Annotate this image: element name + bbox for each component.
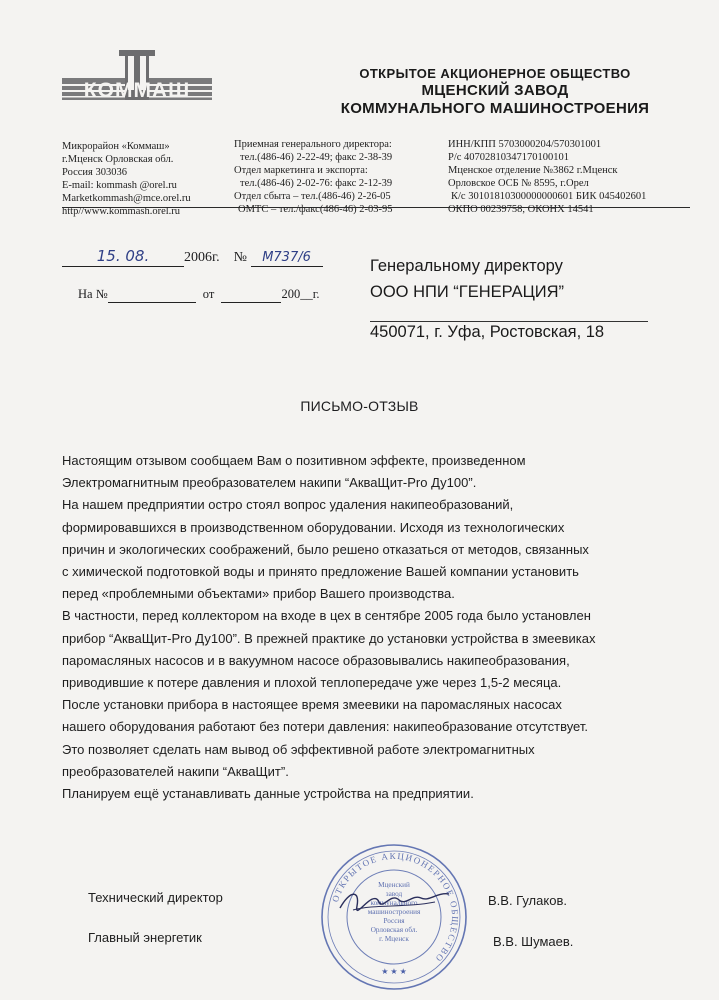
body-line: причин и экологических соображений, было решено отказаться от методов, связанных: [62, 541, 589, 557]
svg-text:завод: завод: [385, 890, 403, 898]
addressee-company: ООО НПИ “ГЕНЕРАЦИЯ”: [370, 283, 565, 301]
contact-phones-column: [234, 138, 392, 216]
phone-line: Отдел сбыта – тел.(486-46) 2-26-05: [234, 191, 391, 202]
signatory-name-energy: В.В. Шумаев.: [493, 934, 574, 949]
kommash-logo: [62, 48, 212, 110]
phone-line: тел.(486-46) 2-02-76: факс 2-12-39: [240, 178, 393, 189]
letter-body: [62, 450, 702, 805]
bank-line: К/с 30101810300000000601 БИК 045402601: [451, 191, 647, 202]
ref-from-label: от: [202, 287, 215, 301]
phone-line: тел.(486-46) 2-22-49; факс 2-38-39: [240, 152, 393, 163]
svg-text:г. Мценск: г. Мценск: [379, 935, 409, 943]
ref-number-label: На №: [78, 287, 108, 301]
address-line: г.Мценск Орловская обл.: [62, 154, 174, 165]
addressee-address: 450071, г. Уфа, Ростовская, 18: [370, 323, 605, 341]
body-line: с химической подготовкой воды и принято предложение Вашей компании установить: [62, 564, 579, 580]
body-line: преобразователей накипи “АкваЩит”.: [62, 763, 289, 779]
year-label: 2006г.: [184, 250, 220, 265]
svg-text:машиностроения: машиностроения: [367, 908, 421, 916]
body-line: В частности, перед коллектором на входе в цех в сентябре 2005 года было установлен: [62, 608, 591, 624]
handwritten-number: М737/6: [262, 250, 311, 265]
address-line: Микрорайон «Коммаш»: [62, 141, 170, 152]
bank-line: ОКПО 00239758, ОКОНХ 14541: [448, 204, 594, 215]
svg-text:Орловская обл.: Орловская обл.: [370, 926, 418, 934]
body-line: паромасляных насосов и в вакуумном насосе образовывались накипеобразования,: [62, 652, 570, 668]
body-line: После установки прибора в настоящее время змеевики на паромасляных насосах: [62, 697, 562, 713]
body-line: нашего оборудования работают без потери давления: накипеобразование отсутствует.: [62, 719, 588, 735]
phone-line: ОМТС – тел./факс(486-46) 2-03-95: [238, 204, 393, 215]
body-line: приводившие к потере давления и плохой теплопередаче уже через 1,5-2 месяца.: [62, 675, 562, 691]
addressee-rule: [370, 321, 648, 322]
phone-line: Приемная генерального директора:: [234, 139, 392, 150]
handwritten-signature: [335, 880, 455, 920]
phone-line: Отдел маркетинга и экспорта:: [234, 165, 368, 176]
svg-text:КОММАШ: КОММАШ: [83, 79, 191, 102]
company-line3: КОММУНАЛЬНОГО МАШИНОСТРОЕНИЯ: [340, 100, 650, 117]
body-line: перед «проблемными объектами» прибор Вашего производства.: [62, 586, 455, 602]
reference-line: [78, 287, 320, 303]
email-line: Marketkommash@mce.orel.ru: [62, 193, 191, 204]
ref-year-label: 200__г.: [281, 287, 320, 301]
body-line: Настоящим отзывом сообщаем Вам о позитивном эффекте, произведенном: [62, 453, 526, 468]
body-line: Планируем ещё устанавливать данные устройства на предприятии.: [62, 786, 474, 802]
bank-line: Орловское ОСБ № 8595, г.Орел: [448, 178, 589, 189]
body-line: Электромагнитным преобразователем накипи “АкваЩит-Pro Ду100”.: [62, 475, 477, 491]
addressee-title: Генеральному директору: [370, 257, 563, 275]
handwritten-date: 15. 08.: [96, 247, 150, 265]
body-line: формировавшихся в производственном оборудовании. Исходя из технологических: [62, 519, 565, 535]
email-line: E-mail: kommash @orel.ru: [62, 180, 177, 191]
number-label: №: [233, 250, 248, 265]
body-line: Это позволяет сделать нам вывод об эффективной работе электромагнитных: [62, 741, 535, 757]
body-line: На нашем предприятии остро стоял вопрос удаления накипеобразований,: [62, 497, 514, 513]
company-line2: МЦЕНСКИЙ ЗАВОД: [421, 82, 569, 99]
body-line: прибор “АкваЩит-Pro Ду100”. В прежней практике до установки устройства в змеевиках: [62, 630, 596, 646]
svg-text:коммунального: коммунального: [370, 899, 418, 907]
svg-text:Мценский: Мценский: [378, 881, 410, 889]
bank-line: ИНН/КПП 5703000204/570301001: [448, 139, 602, 150]
signatory-role-energy: Главный энергетик: [88, 930, 202, 945]
bank-line: Мценское отделение №3862 г.Мценск: [448, 165, 618, 176]
signatory-name-technical: В.В. Гулаков.: [488, 893, 567, 908]
company-name: [300, 66, 690, 117]
letter-title: ПИСЬМО-ОТЗЫВ: [300, 398, 419, 414]
svg-text:ОТКРЫТОЕ АКЦИОНЕРНОЕ ОБЩЕСТВО: ОТКРЫТОЕ АКЦИОНЕРНОЕ ОБЩЕСТВО: [330, 850, 461, 965]
svg-text:Россия: Россия: [383, 917, 405, 925]
contact-bank-column: [448, 138, 646, 216]
website-line: http//www.kommash.orel.ru: [62, 206, 181, 217]
bank-line: Р/с 40702810347170100101: [448, 152, 570, 163]
svg-text:★ ★ ★: ★ ★ ★: [381, 967, 407, 976]
address-line: Россия 303036: [62, 167, 127, 178]
header-divider: [62, 207, 690, 208]
company-line1: ОТКРЫТОЕ АКЦИОНЕРНОЕ ОБЩЕСТВО: [359, 66, 631, 81]
signatory-role-technical: Технический директор: [88, 890, 223, 905]
addressee-block: [370, 253, 564, 305]
outgoing-date-number: [62, 247, 323, 267]
